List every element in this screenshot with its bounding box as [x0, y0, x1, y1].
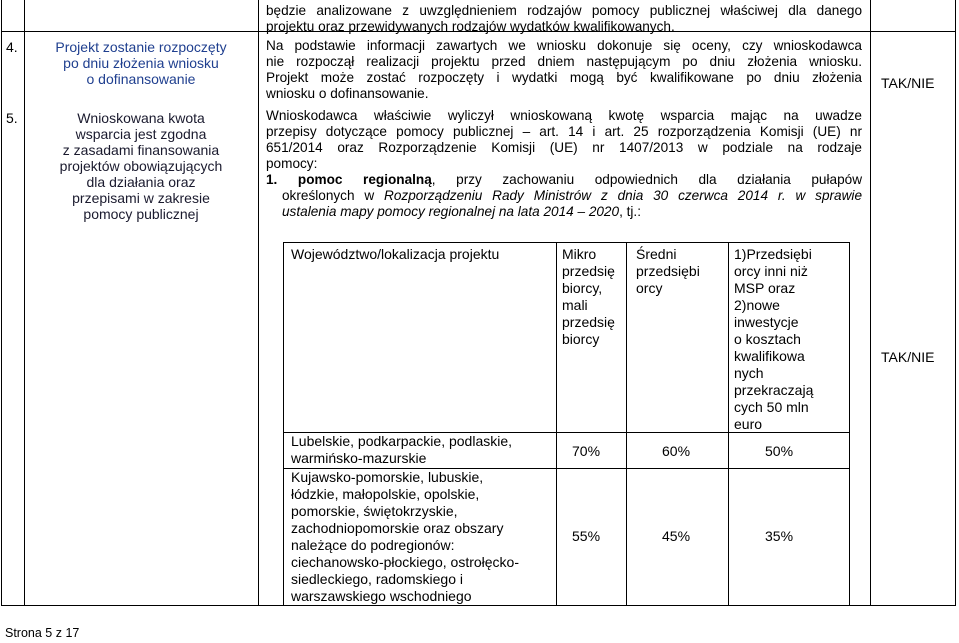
region-line: łódzkie, małopolskie, opolskie,	[291, 486, 480, 502]
italic-text: Rozporządzeniu Rady Ministrów z dnia 30 czerwca 2014 r. w sprawie	[384, 188, 863, 203]
table-border-left	[1, 0, 2, 606]
inner-table-col2	[556, 242, 557, 606]
table-border-right	[955, 0, 956, 606]
header-line: mali	[562, 297, 588, 313]
para-line: Na podstawie informacji zawartych we wniosku dokonuje się oceny, czy wnioskodawca	[266, 38, 862, 53]
header-line: orcy inni niż	[734, 263, 808, 279]
table-border-col2	[258, 0, 259, 606]
header-line: orcy	[636, 280, 663, 296]
row-5-number: 5.	[6, 110, 18, 126]
header-line: nych	[734, 365, 764, 381]
para-line-list-item	[266, 172, 862, 188]
criterion-line: wsparcia jest zgodna	[75, 126, 207, 142]
criterion-line: po dniu złożenia wniosku	[63, 55, 219, 71]
region-line: ciechanowsko-płockiego, ostrołęcko-	[291, 554, 519, 570]
inner-table-bottom	[283, 605, 850, 606]
para-line: nie rozpoczął realizacji projektu przed dniem następującym po dniu złożenia wniosku.	[266, 54, 862, 69]
inner-row-2-value-large: 35%	[765, 528, 794, 544]
inner-row-1-value-micro: 70%	[572, 443, 601, 459]
criterion-line: przepisami w zakresie	[72, 190, 210, 206]
region-line: Lubelskie, podkarpackie, podlaskie,	[291, 433, 513, 449]
header-line: przedsię	[562, 263, 615, 279]
plain-text: określonych w	[282, 188, 385, 203]
list-number: 1.	[266, 172, 278, 187]
header-line: Mikro	[562, 246, 597, 262]
row-5-criterion	[26, 110, 256, 222]
region-line: warmińsko-mazurskie	[291, 450, 427, 466]
criterion-line: Projekt zostanie rozpoczęty	[55, 39, 227, 55]
criterion-line: z zasadami finansowania	[62, 142, 220, 158]
header-line: 2)nowe	[734, 297, 780, 313]
para-line: 651/2014 oraz Rozporządzenie Komisji (UE) nr 1407/2013 w podziale na rodzaje	[266, 140, 862, 155]
para-line: Projekt może zostać rozpoczęty i wydatki mogą być kwalifikowane po dniu złożenia	[266, 70, 862, 85]
header-line: przedsię	[562, 314, 615, 330]
region-line: warszawskiego wschodniego	[291, 588, 472, 604]
header-line: przedsiębi	[636, 263, 700, 279]
inner-row-2-value-medium: 45%	[662, 528, 691, 544]
inner-table-col4	[728, 242, 729, 606]
para-line: przepisy dotyczące pomocy publicznej – art. 14 i art. 25 rozporządzenia Komisji (UE) nr	[266, 124, 862, 139]
para-line: wniosku o dofinansowanie.	[266, 86, 429, 101]
inner-table-col3	[626, 242, 627, 606]
criterion-line: o dofinansowanie	[86, 71, 196, 87]
inner-row-1-value-medium: 60%	[662, 443, 691, 459]
para-line: Wnioskodawca właściwie wyliczył wnioskowaną kwotę wsparcia mając na uwadze	[266, 108, 862, 123]
inner-header-micro-small	[562, 246, 615, 348]
inner-table-left	[283, 242, 284, 606]
region-line: siedleckiego, radomskiego i	[291, 571, 463, 587]
criterion-line: pomocy publicznej	[83, 206, 199, 222]
region-line: należące do podregionów:	[291, 537, 455, 553]
list-rest-text: , przy zachowaniu odpowiednich dla działania pułapów	[431, 172, 863, 187]
region-line: Kujawsko-pomorskie, lubuskie,	[291, 469, 484, 485]
italic-text: ustalenia mapy pomocy regionalnej na lata 2014 – 2020	[282, 204, 620, 219]
criterion-line: dla działania oraz	[86, 174, 196, 190]
inner-header-region: Województwo/lokalizacja projektu	[291, 246, 500, 262]
header-line: biorcy,	[562, 280, 603, 296]
row-4-description	[266, 38, 862, 102]
inner-row-1-region	[291, 433, 512, 467]
table-border-col3	[870, 0, 871, 606]
list-bold-text: pomoc regionalną	[297, 172, 432, 187]
region-line: pomorskie, świętokrzyskie,	[291, 503, 458, 519]
header-line: o kosztach	[734, 331, 801, 347]
para-line: będzie analizowane z uwzględnieniem rodzajów pomocy publicznej właściwej dla danego	[266, 3, 862, 18]
page-number: Strona 5 z 17	[5, 626, 80, 640]
inner-header-medium	[636, 246, 700, 297]
header-line: biorcy	[562, 331, 600, 347]
row-4-number: 4.	[6, 39, 18, 55]
inner-table-right	[849, 242, 850, 606]
inner-table-top	[283, 242, 850, 243]
table-border-col1	[24, 0, 25, 606]
inner-row-2-value-micro: 55%	[572, 528, 601, 544]
header-line: przekraczają	[734, 382, 814, 398]
header-line: inwestycje	[734, 314, 799, 330]
inner-header-large	[734, 246, 813, 433]
inner-row-1-value-large: 50%	[765, 443, 794, 459]
top-paragraph	[266, 3, 862, 35]
header-line: kwalifikowa	[734, 348, 805, 364]
criterion-line: Wnioskowana kwota	[77, 110, 205, 126]
header-line: euro	[734, 416, 763, 432]
header-line: MSP oraz	[734, 280, 796, 296]
header-line: 1)Przedsiębi	[734, 246, 812, 262]
header-line: Średni	[636, 246, 677, 262]
row-5-description	[266, 108, 862, 220]
header-line: cych 50 mln	[734, 399, 809, 415]
para-line: pomocy:	[266, 156, 318, 171]
answer-tak-nie-row5: TAK/NIE	[881, 349, 935, 365]
region-line: zachodniopomorskie oraz obszary	[291, 520, 504, 536]
para-line: projektu oraz przewidywanych rodzajów wydatków kwalifikowanych.	[266, 19, 675, 34]
inner-row-2-region	[291, 469, 519, 605]
row-4-criterion	[26, 39, 256, 87]
plain-text: , tj.:	[619, 204, 641, 219]
para-line	[266, 204, 862, 220]
criterion-line: projektów obowiązujących	[59, 158, 223, 174]
answer-tak-nie-row4: TAK/NIE	[881, 75, 935, 91]
para-line	[266, 188, 862, 204]
